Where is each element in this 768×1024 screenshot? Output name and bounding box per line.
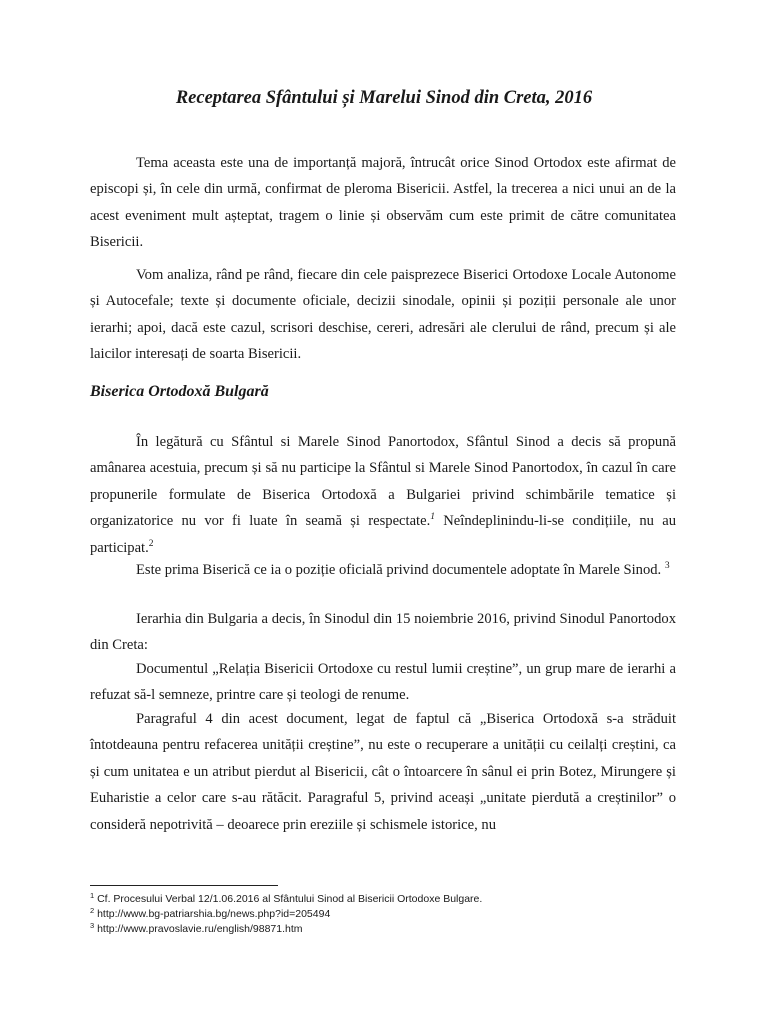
footnote-3 xyxy=(90,922,303,936)
section-paragraph-1-tail: Neîndeplinindu-li-se condițiile, nu au participat. xyxy=(90,513,676,556)
footnote-1-text: Cf. Procesului Verbal 12/1.06.2016 al Sfântului Sinod al Bisericii Ortodoxe Bulgare. xyxy=(94,893,483,905)
section-paragraph-5: Paragraful 4 din acest document, legat de faptul că „Biserica Ortodoxă s-a străduit întotdeauna pentru refacerea unității creștine”, nu este o recuperare a unității cu ceilalți creștini, ca și cum unitatea e un atribut pierdut al Bisericii, cât o întoarcere în sânul ei prin Botez, Mirungere și Euharistie a celor care s-au rătăcit. Paragraful 5, privind aceași „unitate pierdută a creștinilor” o consideră nepotrivită – deoarece prin ereziile și schismele istorice, nu xyxy=(90,711,676,833)
section-heading: Biserica Ortodoxă Bulgară xyxy=(90,383,269,400)
page-title: Receptarea Sfântului și Marelui Sinod din Creta, 2016 xyxy=(175,88,593,108)
footnote-ref-2[interactable]: 2 xyxy=(148,538,154,549)
footnote-2 xyxy=(90,907,330,921)
footnote-1-number: 1 xyxy=(90,891,95,900)
footnote-3-number: 3 xyxy=(90,921,95,930)
section-paragraph-4: Documentul „Relația Bisericii Ortodoxe cu restul lumii creștine”, un grup mare de ierarhi a refuzat să-l semneze, printre care și teologi de renume. xyxy=(90,661,676,704)
footnote-2-number: 2 xyxy=(90,906,95,915)
footnote-separator xyxy=(90,885,278,886)
intro-paragraph-1: Tema aceasta este una de importanță majoră, întrucât orice Sinod Ortodox este afirmat de episcopi și, în cele din urmă, confirmat de pleroma Bisericii. Astfel, la trecerea a nici unui an de la acest eveniment mult așteptat, tragem o linie și observăm cum este primit de către comunitatea Bisericii. xyxy=(90,155,676,251)
section-paragraph-1-text: În legătură cu Sfântul si Marele Sinod Panortodox, Sfântul Sinod a decis să propună amânarea acestuia, precum și să nu participe la Sfântul si Marele Sinod Panortodox, în cazul în care propunerile formulate de Biserica Ortodoxă a Bulgariei privind schimbările tematice și organizatorice nu vor fi luate în seamă și respectate. xyxy=(90,434,676,530)
section-paragraph-2-text: Este prima Biserică ce ia o poziție oficială privind documentele adoptate în Marele Sinod. xyxy=(136,562,665,578)
section-paragraph-3: Ierarhia din Bulgaria a decis, în Sinodul din 15 noiembrie 2016, privind Sinodul Panortodox din Creta: xyxy=(90,611,676,654)
footnote-3-link[interactable]: http://www.pravoslavie.ru/english/98871.htm xyxy=(94,923,303,935)
footnote-2-link[interactable]: http://www.bg-patriarshia.bg/news.php?id=205494 xyxy=(94,908,331,920)
footnote-ref-3[interactable]: 3 xyxy=(664,561,670,571)
intro-paragraph-2: Vom analiza, rând pe rând, fiecare din cele paisprezece Biserici Ortodoxe Locale Autonome și Autocefale; texte și documente oficiale, decizii sinodale, opinii și poziții personale ale unor ierarhi; apoi, dacă este cazul, scrisori deschise, cereri, adresări ale clerului de rând, precum și ale laicilor interesați de soarta Bisericii. xyxy=(90,267,676,363)
footnote-1 xyxy=(90,892,482,906)
section-paragraph-2 xyxy=(90,557,676,583)
footnote-ref-1[interactable]: 1 xyxy=(430,512,435,523)
section-paragraph-1 xyxy=(90,429,676,561)
